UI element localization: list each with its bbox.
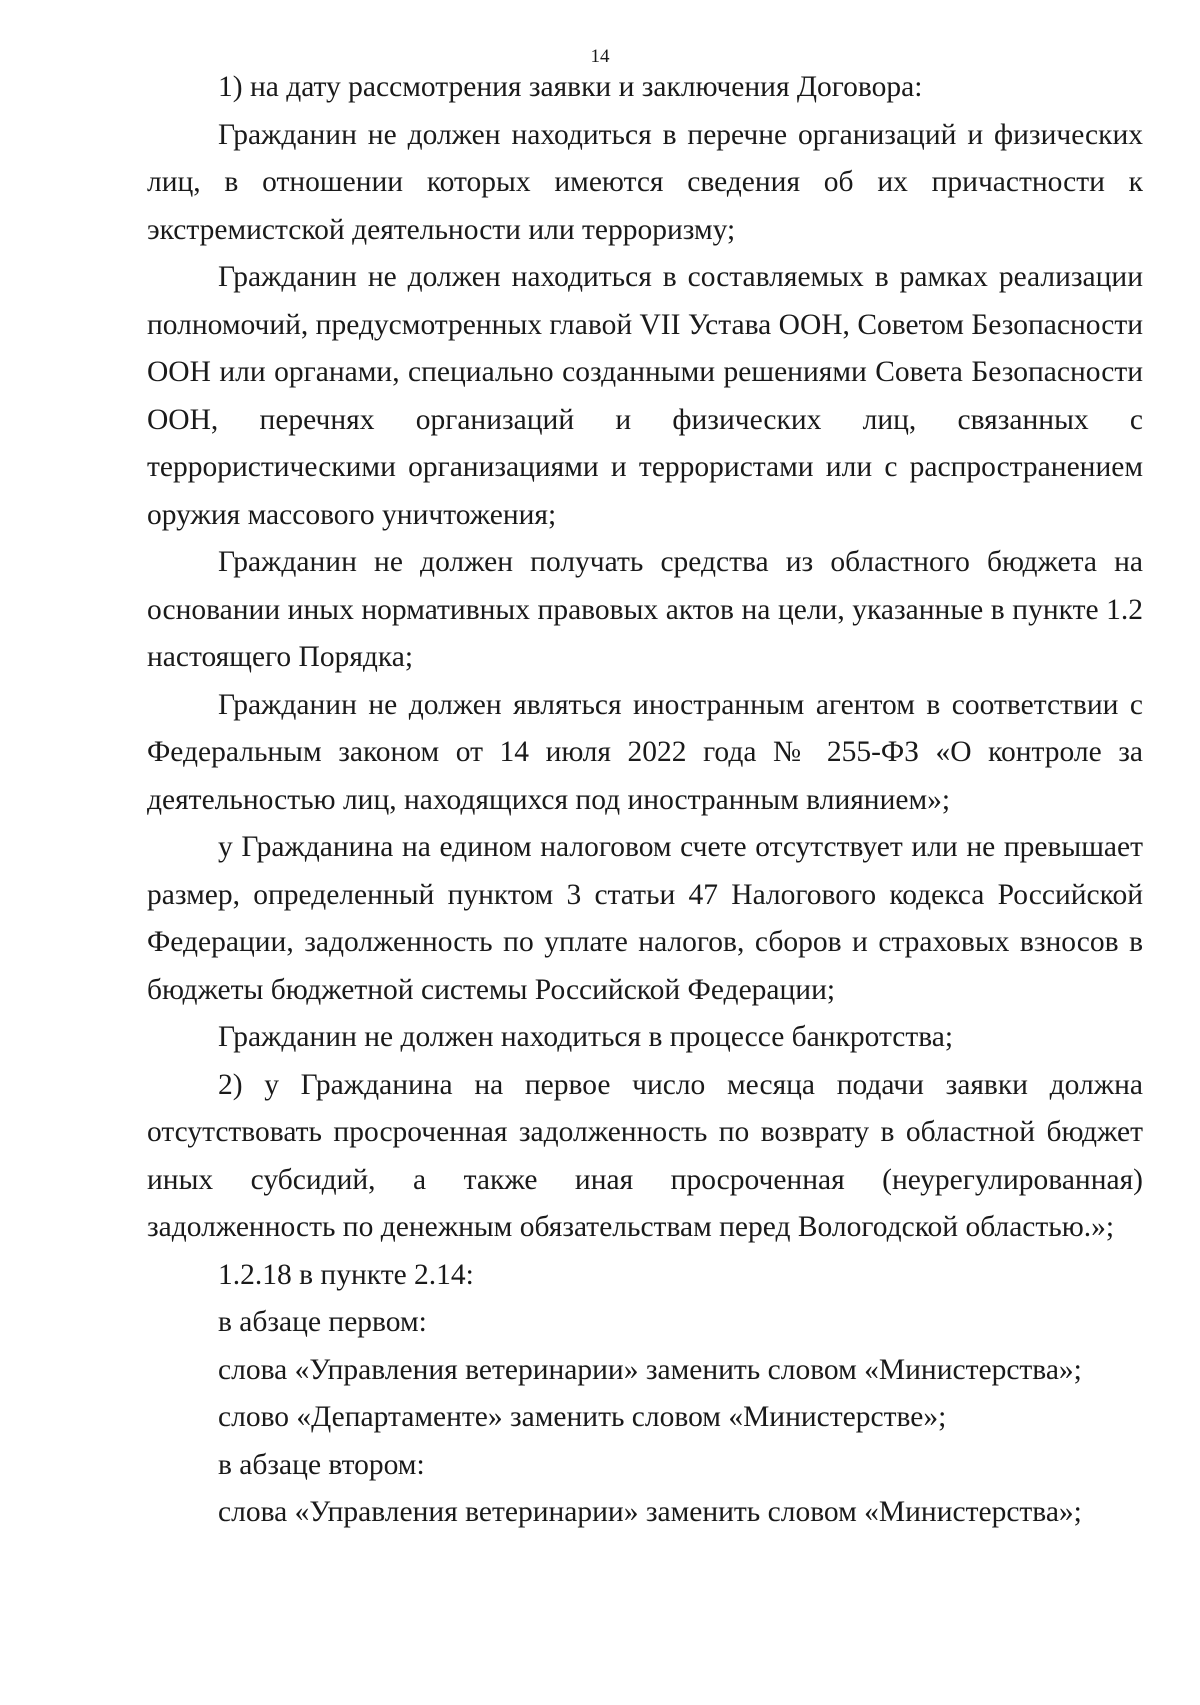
paragraph-replace-vet-2: слова «Управления ветеринарии» заменить словом «Министерства»; [218,1496,1082,1528]
paragraph-second-para-heading: в абзаце втором: [218,1448,425,1481]
paragraph-extremism-list: Гражданин не должен находиться в перечне организаций и физических лиц, в отношении которых имеются сведения об их причастности к экстремистской деятельности или терроризму; [147,118,1143,246]
paragraph-item-2-overdue-debt: 2) у Гражданина на первое число месяца подачи заявки должна отсутствовать просроченная задолженность по возврату в областной бюджет иных субсидий, а также иная просроченная (неурегулированная) задолженность по денежным обязательствам перед Вологодской областью.»; [147,1068,1143,1243]
paragraph-budget-funds: Гражданин не должен получать средства из областного бюджета на основании иных нормативных правовых актов на цели, указанные в пункте 1.2 настоящего Порядка; [147,546,1143,673]
paragraph-clause-1-2-18: 1.2.18 в пункте 2.14: [218,1258,474,1291]
page-number: 14 [590,46,610,67]
paragraph-replace-vet-1: слова «Управления ветеринарии» заменить словом «Министерства»; [218,1353,1082,1386]
document-body [147,64,1143,1537]
paragraph-first-para-heading: в абзаце первом: [218,1306,427,1338]
paragraph-item-1-heading: 1) на дату рассмотрения заявки и заключения Договора: [218,71,923,103]
paragraph-foreign-agent: Гражданин не должен являться иностранным агентом в соответствии с Федеральным законом от 14 июля 2022 года № 255-ФЗ «О контроле за деятельностью лиц, находящихся под иностранным влиянием»; [147,688,1143,816]
paragraph-replace-department: слово «Департаменте» заменить словом «Министерстве»; [218,1401,947,1433]
paragraph-bankruptcy: Гражданин не должен находиться в процессе банкротства; [218,1021,954,1053]
paragraph-tax-debt: у Гражданина на едином налоговом счете отсутствует или не превышает размер, определенный пунктом 3 статьи 47 Налогового кодекса Российской Федерации, задолженность по уплате налогов, сборов и страховых взносов в бюджеты бюджетной системы Российской Федерации; [147,831,1143,1006]
paragraph-un-sanctions-list: Гражданин не должен находиться в составляемых в рамках реализации полномочий, предусмотренных главой VII Устава ООН, Советом Безопасности ООН или органами, специально созданными решениями Совета Безопасности ООН, перечнях организаций и физических лиц, связанных с террористическими организациями и террористами или с распространением оружия массового уничтожения; [147,261,1143,531]
